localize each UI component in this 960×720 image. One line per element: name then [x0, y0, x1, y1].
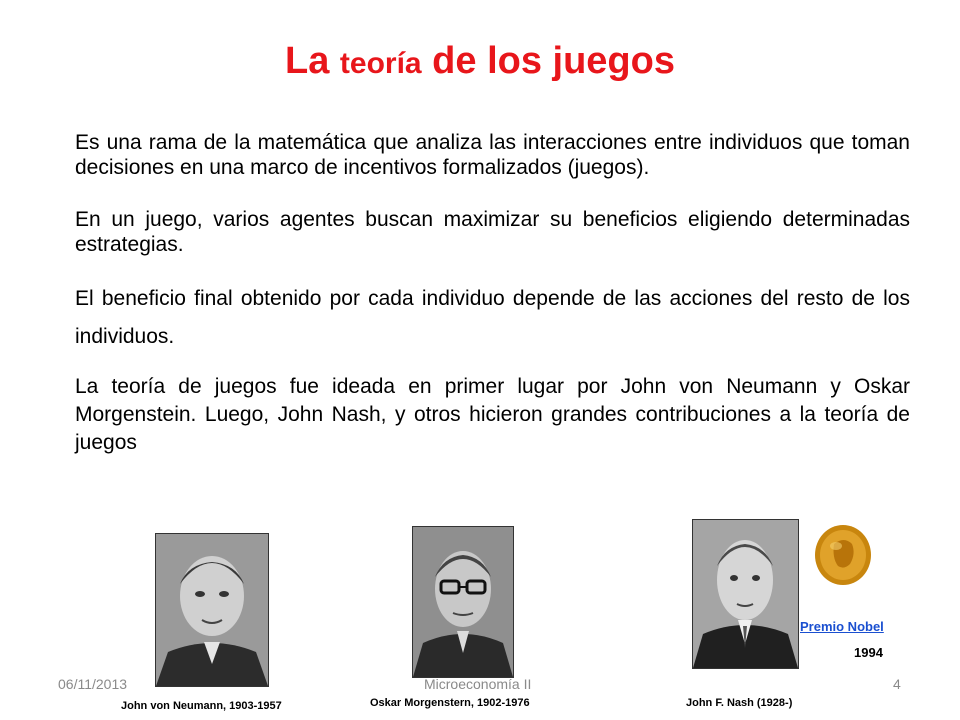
title-part-2: teoría	[339, 47, 422, 80]
neumann-portrait-image	[156, 534, 268, 686]
footer-date: 06/11/2013	[58, 676, 128, 692]
title-part-1: La	[285, 40, 340, 82]
morgenstern-caption: Oskar Morgenstern, 1902-1976	[370, 697, 530, 709]
footer-course: Microeconomía II	[424, 676, 532, 692]
paragraph-history: La teoría de juegos fue ideada en primer lugar por John von Neumann y Oskar Morgenstein. Luego, John Nash, y otros hicieron grandes contribuciones a la teoría de juegos	[75, 375, 910, 454]
nobel-year: 1994	[854, 645, 883, 660]
nash-portrait-image	[693, 520, 798, 668]
paragraph-agents: En un juego, varios agentes buscan maximizar su beneficios eligiendo determinadas estrategias.	[75, 208, 910, 256]
morgenstern-portrait-image	[413, 527, 513, 677]
neumann-caption: John von Neumann, 1903-1957	[121, 700, 282, 712]
paragraph-benefit: El beneficio final obtenido por cada individuo depende de las acciones del resto de los individuos.	[75, 287, 910, 348]
morgenstern-portrait	[412, 526, 514, 678]
premio-nobel-link[interactable]: Premio Nobel	[800, 619, 884, 634]
neumann-portrait	[155, 533, 269, 687]
footer-page-number: 4	[893, 676, 901, 692]
nobel-medal-icon	[814, 524, 872, 586]
nash-portrait	[692, 519, 799, 669]
slide-title	[0, 40, 960, 83]
paragraph-definition: Es una rama de la matemática que analiza las interacciones entre individuos que toman decisiones en una marco de incentivos formalizados (juegos).	[75, 131, 910, 179]
nobel-medal-image	[814, 524, 872, 586]
nash-caption: John F. Nash (1928-)	[686, 697, 793, 709]
title-part-3: de los juegos	[421, 40, 675, 82]
